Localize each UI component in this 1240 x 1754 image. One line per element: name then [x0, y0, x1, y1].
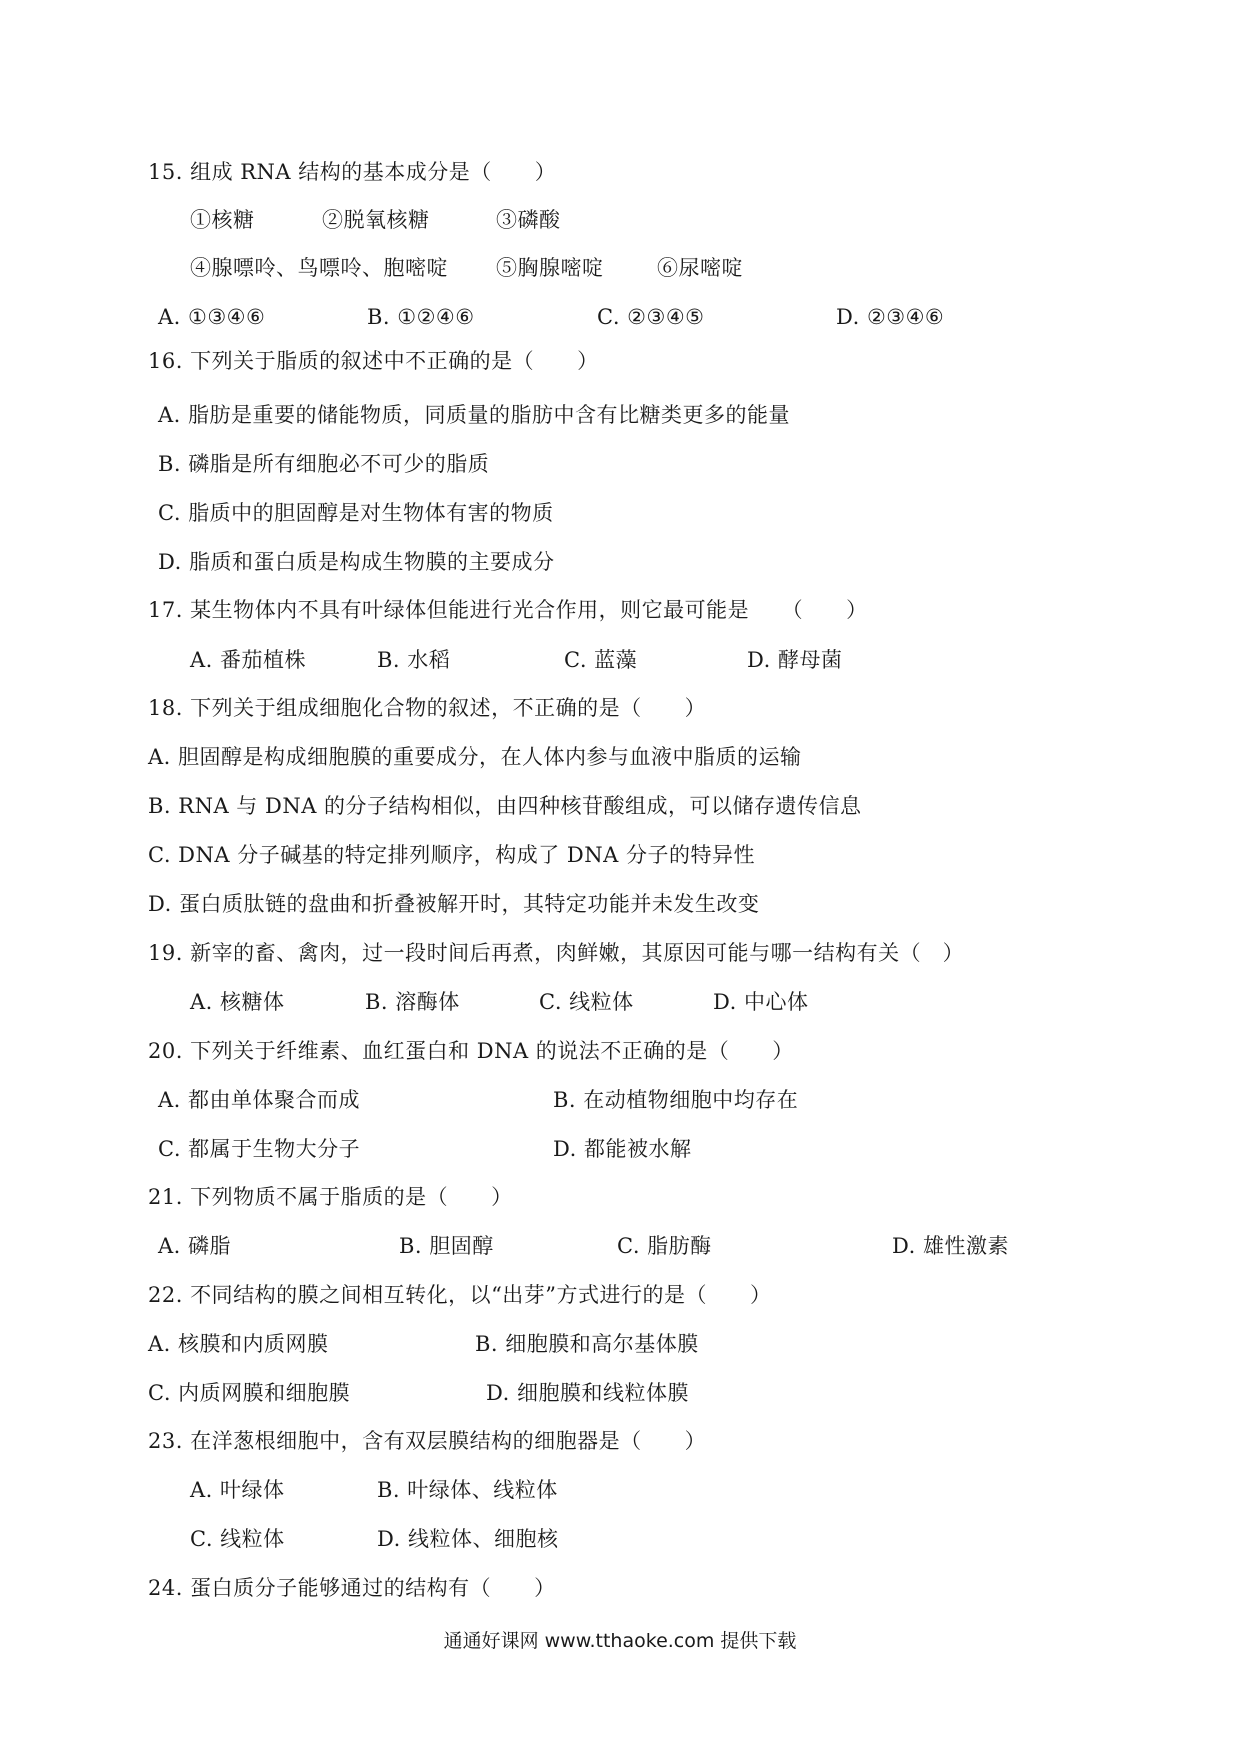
- q22-option-a: A. 核膜和内质网膜: [148, 1332, 329, 1356]
- q15-item-5: ⑤胸腺嘧啶: [496, 256, 604, 280]
- q15-item-4: ④腺嘌呤、鸟嘌呤、胞嘧啶: [190, 256, 448, 280]
- q21-option-c: C. 脂肪酶: [617, 1234, 712, 1258]
- question-23-stem: 23. 在洋葱根细胞中，含有双层膜结构的细胞器是（ ）: [148, 1429, 707, 1453]
- question-19-stem: 19. 新宰的畜、禽肉，过一段时间后再煮，肉鲜嫩，其原因可能与哪一结构有关（ ）: [148, 941, 965, 965]
- q22-option-c: C. 内质网膜和细胞膜: [148, 1381, 351, 1405]
- question-21-stem: 21. 下列物质不属于脂质的是（ ）: [148, 1185, 513, 1209]
- q16-option-c: C. 脂质中的胆固醇是对生物体有害的物质: [158, 501, 554, 525]
- q15-option-a: A. ①③④⑥: [158, 305, 266, 329]
- page-footer: 通通好课网 www.tthaoke.com 提供下载: [443, 1630, 797, 1652]
- q16-option-b: B. 磷脂是所有细胞必不可少的脂质: [158, 452, 490, 476]
- q23-option-a: A. 叶绿体: [190, 1478, 285, 1502]
- q20-option-b: B. 在动植物细胞中均存在: [553, 1088, 799, 1112]
- q22-option-b: B. 细胞膜和高尔基体膜: [475, 1332, 699, 1356]
- q19-option-d: D. 中心体: [713, 990, 809, 1014]
- q17-option-c: C. 蓝藻: [564, 648, 638, 672]
- q18-option-d: D. 蛋白质肽链的盘曲和折叠被解开时，其特定功能并未发生改变: [148, 892, 760, 916]
- q16-option-a: A. 脂肪是重要的储能物质，同质量的脂肪中含有比糖类更多的能量: [158, 403, 791, 427]
- q21-option-a: A. 磷脂: [158, 1234, 232, 1258]
- q20-option-d: D. 都能被水解: [553, 1137, 692, 1161]
- q22-option-d: D. 细胞膜和线粒体膜: [486, 1381, 689, 1405]
- q15-item-2: ②脱氧核糖: [322, 208, 430, 232]
- q18-option-a: A. 胆固醇是构成细胞膜的重要成分，在人体内参与血液中脂质的运输: [148, 745, 802, 769]
- q20-option-c: C. 都属于生物大分子: [158, 1137, 361, 1161]
- q15-item-3: ③磷酸: [496, 208, 561, 232]
- q15-option-d: D. ②③④⑥: [836, 305, 945, 329]
- question-15-stem: 15. 组成 RNA 结构的基本成分是（ ）: [148, 160, 557, 184]
- q15-option-b: B. ①②④⑥: [367, 305, 475, 329]
- question-16-stem: 16. 下列关于脂质的叙述中不正确的是（ ）: [148, 349, 599, 373]
- q18-option-b: B. RNA 与 DNA 的分子结构相似，由四种核苷酸组成，可以储存遗传信息: [148, 794, 862, 818]
- q21-option-b: B. 胆固醇: [399, 1234, 494, 1258]
- q21-option-d: D. 雄性激素: [892, 1234, 1009, 1258]
- q17-option-b: B. 水稻: [377, 648, 451, 672]
- q19-option-c: C. 线粒体: [539, 990, 634, 1014]
- q20-option-a: A. 都由单体聚合而成: [158, 1088, 361, 1112]
- question-22-stem: 22. 不同结构的膜之间相互转化，以“出芽”方式进行的是（ ）: [148, 1283, 772, 1307]
- q18-option-c: C. DNA 分子碱基的特定排列顺序，构成了 DNA 分子的特异性: [148, 843, 755, 867]
- q15-option-c: C. ②③④⑤: [597, 305, 705, 329]
- question-18-stem: 18. 下列关于组成细胞化合物的叙述，不正确的是（ ）: [148, 696, 707, 720]
- question-24-stem: 24. 蛋白质分子能够通过的结构有（ ）: [148, 1576, 556, 1600]
- q23-option-c: C. 线粒体: [190, 1527, 285, 1551]
- q17-option-a: A. 番茄植株: [190, 648, 307, 672]
- q23-option-b: B. 叶绿体、线粒体: [377, 1478, 558, 1502]
- q15-item-1: ①核糖: [190, 208, 255, 232]
- q16-option-d: D. 脂质和蛋白质是构成生物膜的主要成分: [158, 550, 555, 574]
- q15-item-6: ⑥尿嘧啶: [657, 256, 743, 280]
- q19-option-a: A. 核糖体: [190, 990, 285, 1014]
- q23-option-d: D. 线粒体、细胞核: [377, 1527, 559, 1551]
- question-17-stem: 17. 某生物体内不具有叶绿体但能进行光合作用，则它最可能是 （ ）: [148, 598, 868, 622]
- q19-option-b: B. 溶酶体: [365, 990, 460, 1014]
- question-20-stem: 20. 下列关于纤维素、血红蛋白和 DNA 的说法不正确的是（ ）: [148, 1039, 794, 1063]
- q17-option-d: D. 酵母菌: [747, 648, 843, 672]
